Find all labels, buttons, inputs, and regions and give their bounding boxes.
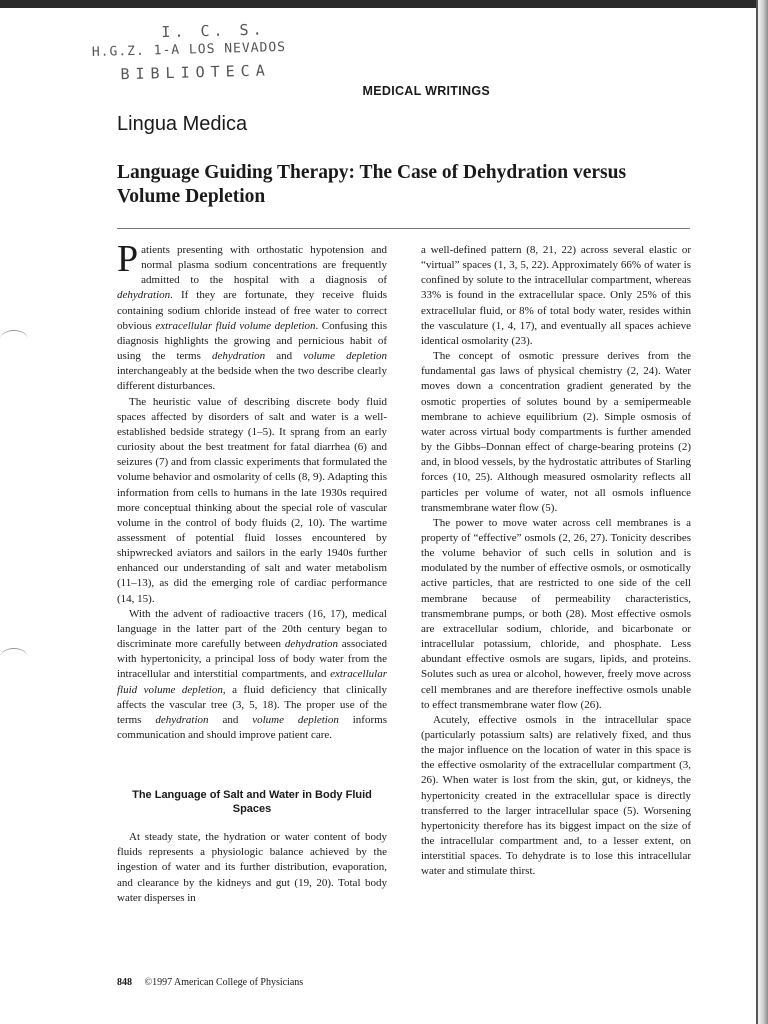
paragraph: The power to move water across cell membranes is a property of “effective” osmols (2, 26, 27). Tonicity describes the volume behavior of such cells in solution and is modulated by the number of effective osmols, or osmotically active particles, that are restricted to one side of the cell membrane because of permeability characteristics, transmembrane pumps, or both (28). Most effective osmols are extracellular sodium, chloride, and bicarbonate or intracellular potassium, chloride, and phosphate. Less abundant effective osmols are sugars, lipids, and proteins. Solutes such as urea or alcohol, however, freely move across cell membranes and are therefore ineffective osmols unable to effect transmembrane water flow (26). — [421, 516, 691, 711]
title-rule — [117, 228, 690, 229]
scan-border-top — [0, 0, 768, 8]
scan-page-edge — [756, 0, 758, 1024]
section-heading: The Language of Salt and Water in Body Fluid Spaces — [132, 789, 372, 816]
paragraph: Acutely, effective osmols in the intracellular space (particularly potassium salts) are relatively fixed, and thus the major influence on the location of water in this space is the effective osmolarity of the extracellular compartment (3, 26). When water is lost from the skin, gut, or kidneys, the hypertonicity created in the extracellular space is directly transferred to the larger intracellular space (5). Worsening hypertonicity therefore has its biggest impact on the size of the intracellular compartment and, to a lesser extent, on interstitial spaces. To dehydrate is to lose this intracellular water and stimulate thirst. — [421, 713, 691, 878]
section-label: MEDICAL WRITINGS — [362, 84, 490, 98]
drop-cap: P — [117, 238, 139, 280]
copyright-notice: ©1997 American College of Physicians — [144, 977, 304, 988]
library-stamp — [91, 19, 323, 91]
paragraph: With the advent of radioactive tracers (16, 17), medical language in the latter part of the 20th century began to discriminate more carefully between dehydration associated with hypertonicity, a principal loss of body water from the intracellular and interstitial compartments, and extracellular fluid volume depletion, a fluid deficiency that clinically affects the vascular tree (3, 5, 18). The proper use of the terms dehydration and volume depletion informs communication and should improve patient care. — [117, 607, 387, 741]
text-column-right — [421, 243, 691, 880]
paragraph: The heuristic value of describing discrete body fluid spaces affected by disorders of salt and water is a well-established bedside strategy (1–5). It sprang from an early curiosity about the best treatment for fatal diarrhea (6) and seizures (7) and from classic experiments that formulated the volume behavior and osmolarity of cells (8, 9). Adapting this information from cells to humans in the late 1930s required more conceptual thinking about the special role of vascular volume in the control of body fluids (2, 10). The wartime assessment of potential fluid losses encountered by shipwrecked aviators and sailors in the early 1940s further enhanced our understanding of salt and water metabolism (11–13), as did the emerging role of cardiac performance (14, 15). — [117, 395, 387, 605]
text-column-left — [117, 238, 388, 906]
punch-hole-mark — [0, 330, 28, 349]
paragraph: At steady state, the hydration or water content of body fluids represents a physiologic balance achieved by the ingestion of water and its further distribution, evaporation, and clearance by the kidneys and gut (19, 20). Total body water disperses in — [117, 831, 387, 904]
paragraph: Patients presenting with orthostatic hypotension and normal plasma sodium concentrations are frequently admitted to the hospital with a diagnosis of dehydration. If they are fortunate, they receive fluids containing sodium chloride instead of free water to correct obvious extracellular fluid volume depletion. Confusing this diagnosis highlights the growing and pernicious habit of using the terms dehydration and volume depletion interchangeably at the bedside when the two describe clearly different disturbances. — [117, 238, 388, 393]
paragraph: a well-defined pattern (8, 21, 22) across several elastic or “virtual” spaces (1, 3, 5, 22). Approximately 66% of water is confined by solute to the intracellular compartment, whereas 33% is found in the extracellular space. Only 25% of this extracellular fluid, or 8% of total body water, resides within the vasculature (1, 4, 17), and eventually all spaces achieve identical osmolarity (23). — [421, 244, 691, 347]
punch-hole-mark — [0, 648, 28, 667]
stamp-line-3: BIBLIOTECA — [120, 61, 271, 84]
stamp-line-1: I. C. S. — [161, 20, 266, 42]
page-number: 848 — [117, 977, 132, 988]
stamp-line-2: H.G.Z. 1-A LOS NEVADOS — [91, 39, 287, 61]
paragraph: The concept of osmotic pressure derives from the fundamental gas laws of physical chemistry (2, 24). Water moves down a concentration gradient generated by the osmotic properties of solutes bound by a semipermeable membrane to achieve equilibrium (2). Simple osmosis of water across virtual body compartments is further amended by the Gibbs–Donnan effect of charge-bearing proteins (2) and, in blood vessels, by the hydrostatic attributes of Starling forces (10, 25). Although measured osmolarity reflects all particles per volume of water, not all osmols influence transmembrane water flow (5). — [421, 350, 691, 514]
column-name: Lingua Medica — [117, 113, 248, 135]
page-footer — [117, 977, 303, 988]
article-title: Language Guiding Therapy: The Case of Dehydration versus Volume Depletion — [117, 162, 627, 207]
